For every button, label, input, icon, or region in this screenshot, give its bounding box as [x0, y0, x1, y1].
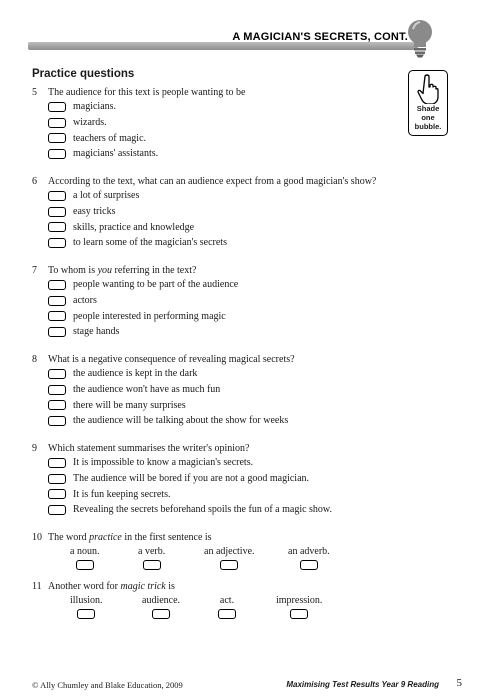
- option-text: audience.: [142, 595, 181, 606]
- question-number: 6: [32, 176, 37, 187]
- question-stem: The audience for this text is people wanting to be: [48, 87, 246, 98]
- answer-option[interactable]: [48, 413, 295, 429]
- stem-text: The word: [48, 532, 90, 543]
- question-number: 8: [32, 354, 37, 365]
- option-text: teachers of magic.: [73, 132, 147, 144]
- question-9: [32, 442, 332, 518]
- answer-option[interactable]: [70, 595, 103, 619]
- stem-text: referring in the text?: [112, 265, 197, 276]
- question-number: 10: [32, 532, 42, 543]
- question-number: 9: [32, 443, 37, 454]
- option-text: people wanting to be part of the audience: [73, 279, 239, 291]
- page-title: A MAGICIAN'S SECRETS, CONT.: [232, 31, 408, 43]
- question-stem: [48, 580, 175, 593]
- option-text: to learn some of the magician's secrets: [73, 237, 227, 249]
- answer-bubble[interactable]: [48, 133, 66, 143]
- answer-option[interactable]: [70, 546, 99, 570]
- option-text: impression.: [276, 595, 323, 606]
- answer-bubble[interactable]: [48, 118, 66, 128]
- answer-option[interactable]: [48, 502, 332, 518]
- answer-bubble[interactable]: [48, 191, 66, 201]
- answer-option[interactable]: [48, 397, 295, 413]
- stem-emphasis: practice: [89, 532, 122, 543]
- question-stem: What is a negative consequence of revealing magical secrets?: [48, 354, 295, 365]
- question-stem: [48, 531, 212, 544]
- answer-bubble[interactable]: [48, 296, 66, 306]
- answer-option[interactable]: [142, 595, 180, 619]
- answer-bubble[interactable]: [290, 609, 308, 619]
- shade-text-2: one: [421, 113, 435, 122]
- answer-option[interactable]: [48, 99, 245, 115]
- question-stem: According to the text, what can an audience expect from a good magician's show?: [48, 176, 377, 187]
- answer-bubble[interactable]: [220, 560, 238, 570]
- stem-text: is: [165, 581, 175, 592]
- answer-option[interactable]: [48, 308, 238, 324]
- answer-bubble[interactable]: [48, 458, 66, 468]
- option-text: a verb.: [138, 546, 166, 557]
- question-8: [32, 353, 295, 429]
- question-10: [32, 531, 452, 572]
- answer-bubble[interactable]: [300, 560, 318, 570]
- option-text: illusion.: [70, 595, 103, 606]
- question-11: [32, 580, 452, 621]
- lightbulb-icon: [403, 18, 437, 58]
- answer-bubble[interactable]: [143, 560, 161, 570]
- stem-text: Another word for: [48, 581, 121, 592]
- option-text: The audience will be bored if you are not a good magician.: [73, 473, 310, 485]
- answer-bubble[interactable]: [48, 474, 66, 484]
- option-text: magicians.: [73, 101, 117, 113]
- option-text: act.: [219, 595, 235, 606]
- answer-option[interactable]: [48, 277, 238, 293]
- answer-option[interactable]: [48, 486, 332, 502]
- stem-text: To whom is: [48, 265, 98, 276]
- answer-bubble[interactable]: [152, 609, 170, 619]
- option-text: magicians' assistants.: [73, 148, 159, 160]
- answer-option[interactable]: [276, 595, 322, 619]
- stem-emphasis: you: [97, 265, 113, 276]
- answer-option[interactable]: [48, 293, 238, 309]
- header-bar: [28, 42, 418, 50]
- option-text: a lot of surprises: [73, 190, 140, 202]
- instruction-box: [408, 70, 448, 136]
- answer-bubble[interactable]: [48, 369, 66, 379]
- copyright-notice: © Ally Chumley and Blake Education, 2009: [32, 680, 183, 690]
- answer-option[interactable]: [218, 595, 236, 619]
- option-text: people interested in performing magic: [73, 310, 226, 322]
- answer-bubble[interactable]: [48, 102, 66, 112]
- option-text: It is impossible to know a magician's secrets.: [73, 457, 254, 469]
- question-5: [32, 86, 245, 162]
- answer-option[interactable]: [48, 471, 332, 487]
- answer-bubble[interactable]: [77, 609, 95, 619]
- answer-bubble[interactable]: [48, 327, 66, 337]
- answer-option[interactable]: [48, 455, 332, 471]
- answer-bubble[interactable]: [218, 609, 236, 619]
- shade-text-1: Shade: [416, 104, 440, 113]
- option-text: the audience won't have as much fun: [73, 384, 221, 396]
- answer-option[interactable]: [48, 146, 245, 162]
- option-text: skills, practice and knowledge: [73, 221, 195, 233]
- book-title: Maximising Test Results Year 9 Reading: [286, 680, 439, 689]
- answer-bubble[interactable]: [48, 207, 66, 217]
- option-text: It is fun keeping secrets.: [73, 488, 171, 500]
- option-text: an adverb.: [288, 546, 330, 557]
- section-title: Practice questions: [32, 68, 135, 80]
- answer-option[interactable]: [48, 204, 376, 220]
- option-text: actors: [73, 295, 97, 307]
- answer-bubble[interactable]: [48, 222, 66, 232]
- option-text: Revealing the secrets beforehand spoils the fun of a magic show.: [73, 504, 332, 516]
- answer-option[interactable]: [288, 546, 330, 570]
- shade-text-3: bubble.: [414, 122, 442, 131]
- answer-option[interactable]: [48, 130, 245, 146]
- answer-option[interactable]: [48, 366, 295, 382]
- answer-option[interactable]: [48, 219, 376, 235]
- answer-bubble[interactable]: [48, 400, 66, 410]
- answer-option[interactable]: [204, 546, 255, 570]
- answer-bubble[interactable]: [48, 416, 66, 426]
- answer-option[interactable]: [48, 235, 376, 251]
- option-text: easy tricks: [73, 206, 116, 218]
- answer-bubble[interactable]: [48, 238, 66, 248]
- pointing-hand-icon: [417, 74, 439, 104]
- option-text: stage hands: [73, 326, 120, 338]
- question-number: 11: [32, 581, 42, 592]
- option-text: the audience is kept in the dark: [73, 368, 198, 380]
- answer-option[interactable]: [48, 115, 245, 131]
- answer-bubble[interactable]: [48, 311, 66, 321]
- option-text: the audience will be talking about the show for weeks: [73, 415, 289, 427]
- option-text: wizards.: [73, 117, 107, 129]
- question-stem: Which statement summarises the writer's opinion?: [48, 443, 250, 454]
- option-text: an adjective.: [204, 546, 255, 557]
- question-number: 7: [32, 265, 37, 276]
- answer-option[interactable]: [48, 382, 295, 398]
- question-7: [32, 264, 238, 340]
- answer-bubble[interactable]: [48, 489, 66, 499]
- answer-bubble[interactable]: [76, 560, 94, 570]
- question-stem: [48, 264, 196, 277]
- answer-bubble[interactable]: [48, 280, 66, 290]
- question-number: 5: [32, 87, 37, 98]
- answer-bubble[interactable]: [48, 505, 66, 515]
- page-number: 5: [456, 677, 462, 689]
- answer-option[interactable]: [138, 546, 165, 570]
- stem-emphasis: magic trick: [120, 581, 166, 592]
- question-6: [32, 175, 376, 251]
- stem-text: in the first sentence is: [121, 532, 212, 543]
- answer-bubble[interactable]: [48, 385, 66, 395]
- answer-bubble[interactable]: [48, 149, 66, 159]
- option-text: there will be many surprises: [73, 399, 186, 411]
- answer-option[interactable]: [48, 188, 376, 204]
- answer-option[interactable]: [48, 324, 238, 340]
- option-text: a noun.: [70, 546, 100, 557]
